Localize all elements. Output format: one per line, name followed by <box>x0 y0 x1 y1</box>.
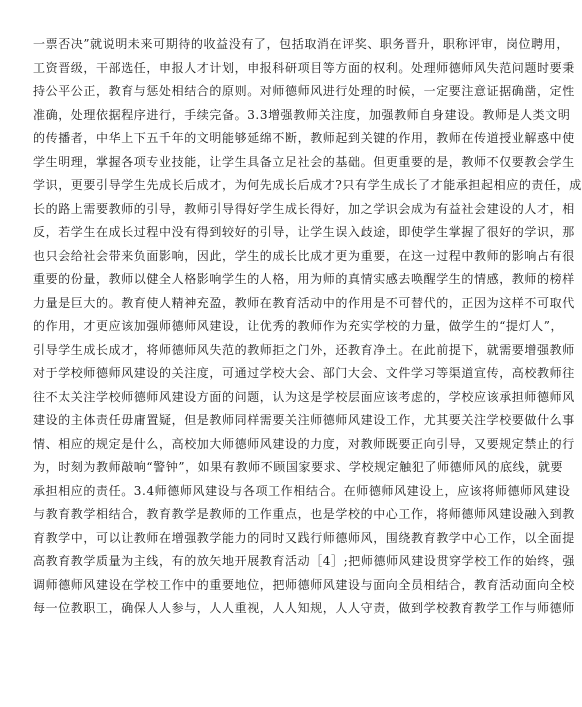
text-line: 的传播者，中华上下五千年的文明能够延绵不断，教师起到关键的作用，教师在传道授业解惑中使 <box>33 131 575 145</box>
text-line: 学生明理，掌握各项专业技能，让学生具备立足社会的基础。但更重要的是，教师不仅要教会学生 <box>33 154 575 169</box>
text-line: 每一位教职工，确保人人参与，人人重视，人人知规，人人守责，做到学校教育教学工作与师德师 <box>33 601 575 615</box>
text-line: 持公平公正，教育与惩处相结合的原则。对师德师风进行处理的时候，一定要注意证据确凿，定性 <box>33 84 575 98</box>
text-line: 承担相应的责任。3.4师德师风建设与各项工作相结合。在师德师风建设上，应该将师德师风建设 <box>33 483 571 498</box>
text-line: 准确，处理依据程序进行，手续完备。3.3增强教师关注度，加强教师自身建设。教师是人类文明 <box>33 107 571 122</box>
text-line: 重要的份量，教师以健全人格影响学生的人格，用为师的真情实感去唤醒学生的情感，教师的榜样 <box>33 272 575 286</box>
text-line: 学识，更要引导学生先成长后成才，为何先成长后成才?只有学生成长了才能承担起相应的责任，成 <box>33 178 582 192</box>
text-line: 长的路上需要教师的引导，教师引导得好学生成长得好，加之学识会成为有益社会建设的人才，相 <box>33 201 575 216</box>
text-line: 与教育教学相结合，教育教学是教师的工作重点，也是学校的中心工作，将师德师风建设融入到教 <box>33 507 575 521</box>
text-line: 高教育教学质量为主线，有的放矢地开展教育活动［4］;把师德师风建设贯穿学校工作的始终，强 <box>33 554 576 568</box>
text-line: 调师德师风建设在学校工作中的重要地位，把师德师风建设与面向全员相结合，教育活动面向全校 <box>33 577 575 592</box>
text-line: 情、相应的规定是什么，高校加大师德师风建设的力度，对教师既要正向引导，又要规定禁止的行 <box>33 436 575 451</box>
text-line: 工资晋级，干部选任，申报人才计划，申报科研项目等方面的权利。处理师德师风失范问题时要秉 <box>33 60 575 75</box>
text-line: 的作用，才更应该加强师德师风建设，让优秀的教师作为充实学校的力量，做学生的“提灯人”， <box>33 319 564 333</box>
text-line: 一票否决”就说明未来可期待的收益没有了，包括取消在评奖、职务晋升，职称评审，岗位聘用， <box>33 37 569 51</box>
body-text <box>33 33 582 621</box>
text-line: 往不太关注学校师德师风建设方面的问题，认为这是学校层面应该考虑的，学校应该承担师德师风 <box>33 389 575 404</box>
text-line: 引导学生成长成才，将师德师风失范的教师拒之门外，还教育净土。在此前提下，就需要增强教师 <box>33 342 575 357</box>
text-line: 也只会给社会带来负面影响，因此，学生的成长比成才更为重要，在这一过程中教师的影响占有很 <box>33 248 575 263</box>
text-line: 力量是巨大的。教育使人精神充盈，教师在教育活动中的作用是不可替代的，正因为这样不可取代 <box>33 295 575 310</box>
text-line: 对于学校师德师风建设的关注度，可通过学校大会、部门大会、文件学习等渠道宣传，高校教师往 <box>33 366 575 380</box>
text-line: 反，若学生在成长过程中没有得到较好的引导，让学生误入歧途，即使学生掌握了很好的学识，那 <box>33 225 575 239</box>
text-line: 育教学中，可以让教师在增强教学能力的同时又践行师德师风，围绕教育教学中心工作，以全面提 <box>33 530 575 545</box>
text-line: 建设的主体责任毋庸置疑，但是教师同样需要关注师德师风建设工作，尤其要关注学校要做什么事 <box>33 413 575 427</box>
text-line: 为，时刻为教师敲响“警钟”，如果有教师不顾国家要求、学校规定触犯了师德师风的底线，就要 <box>33 460 564 474</box>
